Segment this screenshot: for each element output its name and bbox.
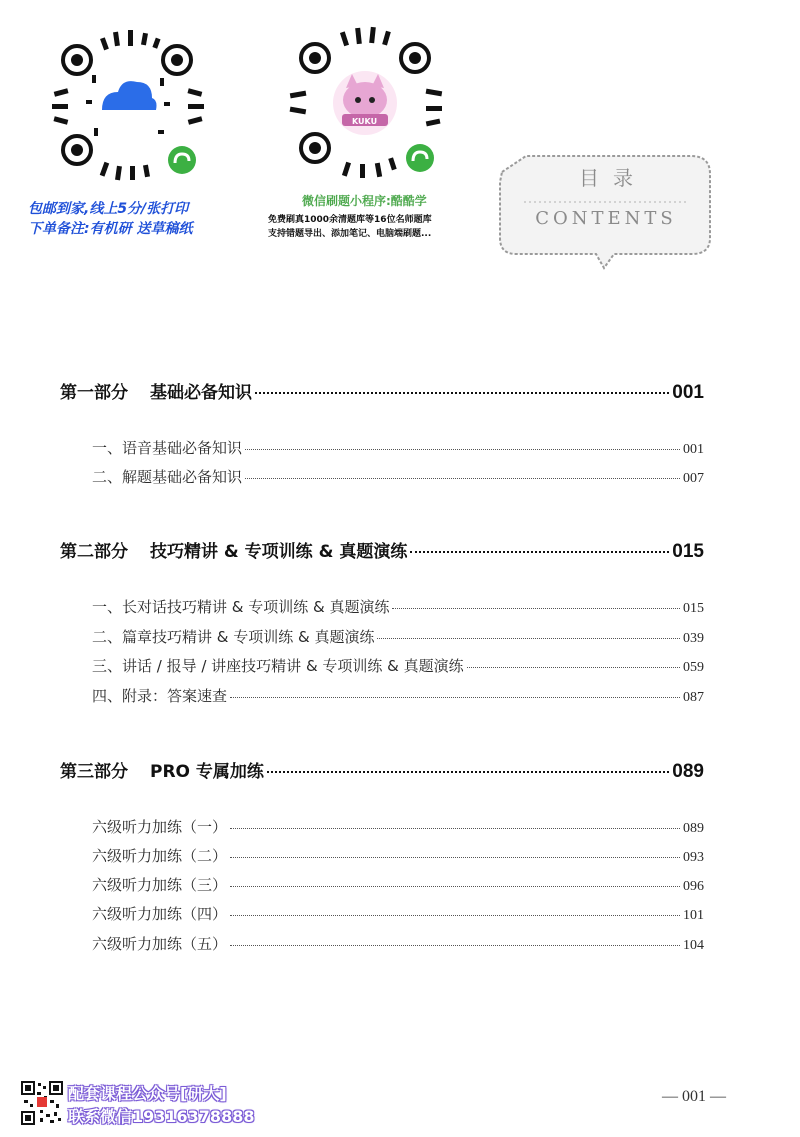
yunshangyin-qr-code[interactable] [42, 20, 212, 190]
toc-item[interactable] [92, 655, 704, 676]
part-title: 基础必备知识 [150, 383, 252, 403]
toc-item-label: 六级听力加练（四） [92, 905, 228, 923]
part-title: 技巧精讲 & 专项训练 & 真题演练 [150, 542, 408, 562]
toc-item-label: 一、语音基础必备知识 [92, 439, 243, 457]
toc-part-2[interactable] [60, 537, 704, 563]
toc-item[interactable] [92, 903, 704, 924]
leader-dots [245, 478, 680, 479]
toc-item-label: 六级听力加练（五） [92, 935, 228, 953]
part-label: 第三部分 [60, 762, 128, 782]
qr-pattern-icon [280, 18, 450, 188]
footer-ad-line-1: 配套课程公众号[研大] [68, 1084, 227, 1103]
qr-pattern-icon [20, 1080, 64, 1126]
toc-item-page: 093 [683, 850, 704, 865]
leader-dots [467, 667, 680, 668]
yunshangyin-promo-line-2: 下单备注:有机研 送草稿纸 [28, 221, 193, 237]
yunshangyin-promo-line-1: 包邮到家,线上5分/张打印 [28, 201, 189, 217]
kuku-promo-line-1: 免费刷真1000余清题库等16位名师题库 [268, 215, 432, 225]
leader-dots [255, 392, 669, 394]
toc-item-page: 039 [683, 631, 704, 646]
leader-dots [410, 551, 669, 553]
kuku-promo-title: 微信刷题小程序:酷酷学 [302, 194, 427, 208]
toc-item-label: 六级听力加练（二） [92, 847, 228, 865]
qr-pattern-icon [42, 20, 212, 190]
footer-ad-line-2: 联系微信19316378888 [68, 1107, 255, 1126]
toc-item-page: 015 [683, 601, 704, 616]
toc-item-page: 059 [683, 660, 704, 675]
toc-item-label: 二、解题基础必备知识 [92, 468, 243, 486]
toc-item[interactable] [92, 626, 704, 647]
toc-item-page: 096 [683, 879, 704, 894]
toc-item[interactable] [92, 596, 704, 617]
toc-item-label: 六级听力加练（一） [92, 818, 228, 836]
toc-item-label: 三、讲话 / 报导 / 讲座技巧精讲 & 专项训练 & 真题演练 [92, 657, 464, 675]
leader-dots [377, 638, 680, 639]
toc-item[interactable] [92, 933, 704, 954]
yunshangyin-logo-label: 云上印 [104, 122, 137, 135]
leader-dots [230, 828, 680, 829]
leader-dots [245, 449, 680, 450]
kuku-qr-code[interactable] [280, 18, 450, 188]
toc-item-page: 087 [683, 690, 704, 705]
toc-item[interactable] [92, 874, 704, 895]
part-label: 第二部分 [60, 542, 128, 562]
toc-item[interactable] [92, 437, 704, 458]
kuku-promo-line-2: 支持错题导出、添加笔记、电脑端刷题... [268, 229, 432, 239]
part-page-number: 089 [672, 761, 704, 782]
toc-item[interactable] [92, 466, 704, 487]
toc-item-page: 001 [683, 442, 704, 457]
toc-item-page: 089 [683, 821, 704, 836]
toc-part-1[interactable] [60, 378, 704, 404]
part-label: 第一部分 [60, 383, 128, 403]
leader-dots [230, 945, 680, 946]
leader-dots [230, 857, 680, 858]
leader-dots [230, 915, 680, 916]
page-number: — 001 — [662, 1088, 726, 1105]
toc-item-label: 二、篇章技巧精讲 & 专项训练 & 真题演练 [92, 628, 375, 646]
toc-item-label: 六级听力加练（三） [92, 876, 228, 894]
toc-item-page: 104 [683, 938, 704, 953]
leader-dots [392, 608, 680, 609]
part-page-number: 001 [672, 382, 704, 403]
part-page-number: 015 [672, 541, 704, 562]
toc-item[interactable] [92, 845, 704, 866]
toc-item-page: 101 [683, 908, 704, 923]
toc-item-page: 007 [683, 471, 704, 486]
toc-item[interactable] [92, 685, 704, 706]
footer-qr-code[interactable] [20, 1080, 64, 1126]
contents-title: 目录 [579, 166, 647, 190]
leader-dots [230, 697, 680, 698]
kuku-logo-label: KUKU [352, 117, 378, 126]
leader-dots [230, 886, 680, 887]
toc-item-label: 一、长对话技巧精讲 & 专项训练 & 真题演练 [92, 598, 390, 616]
toc-part-3[interactable] [60, 757, 704, 783]
toc-item-label: 四、附录：答案速查 [92, 687, 228, 705]
part-title: PRO 专属加练 [150, 762, 264, 782]
contents-stamp [496, 152, 716, 270]
toc-item[interactable] [92, 816, 704, 837]
leader-dots [267, 771, 669, 773]
contents-subtitle: CONTENTS [535, 208, 677, 229]
